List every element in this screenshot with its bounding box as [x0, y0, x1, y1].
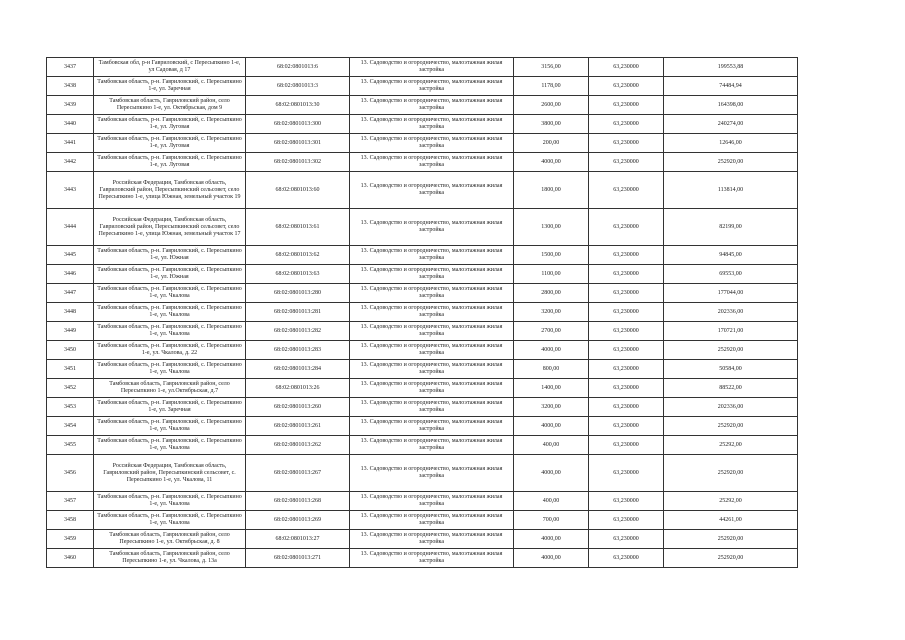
row-number: 3448: [47, 303, 94, 322]
table-row: [47, 77, 798, 96]
specific-value-cell: 63,230000: [589, 153, 664, 172]
cadastral-number-cell: 68:02:0801013:300: [246, 115, 350, 134]
cadastral-number-cell: 68:02:0801013:284: [246, 360, 350, 379]
table-row: [47, 379, 798, 398]
address-cell: Тамбовская область, р-н. Гавриловский, с. Пересыпкино 1-е, ул. Чкалова: [94, 511, 246, 530]
cadastral-number-cell: 68:02:0801013:260: [246, 398, 350, 417]
cadastral-value-cell: 74484,94: [664, 77, 798, 96]
area-cell: 2600,00: [514, 96, 589, 115]
permitted-use-cell: 13. Садоводство и огородничество, малоэтажная жилая застройка: [350, 265, 514, 284]
permitted-use-cell: 13. Садоводство и огородничество, малоэтажная жилая застройка: [350, 134, 514, 153]
cadastral-number-cell: 68:02:0801013:3: [246, 77, 350, 96]
cadastral-value-cell: 199553,88: [664, 58, 798, 77]
address-cell: Российская Федерация, Тамбовская область, Гавриловский район, Пересыпкинский сельсовет, село Пересыпкино 1-е, улица Южная, земельный участок 19: [94, 172, 246, 209]
address-cell: Тамбовская область, р-н. Гавриловский, с. Пересыпкино 1-е, ул. Заречная: [94, 77, 246, 96]
table-row: [47, 284, 798, 303]
cadastral-number-cell: 68:02:0801013:262: [246, 436, 350, 455]
cadastral-value-cell: 113814,00: [664, 172, 798, 209]
specific-value-cell: 63,230000: [589, 96, 664, 115]
specific-value-cell: 63,230000: [589, 265, 664, 284]
row-number: 3458: [47, 511, 94, 530]
table-row: [47, 492, 798, 511]
row-number: 3456: [47, 455, 94, 492]
address-cell: Тамбовская область, р-н. Гавриловский, с. Пересыпкино 1-е, ул. Чкалова: [94, 436, 246, 455]
cadastral-value-cell: 82199,00: [664, 209, 798, 246]
row-number: 3439: [47, 96, 94, 115]
area-cell: 2700,00: [514, 322, 589, 341]
table-row: [47, 360, 798, 379]
specific-value-cell: 63,230000: [589, 115, 664, 134]
table-row: [47, 341, 798, 360]
row-number: 3446: [47, 265, 94, 284]
permitted-use-cell: 13. Садоводство и огородничество, малоэтажная жилая застройка: [350, 511, 514, 530]
area-cell: 1178,00: [514, 77, 589, 96]
address-cell: Тамбовская область, Гавриловский район, село Пересыпкино 1-е, ул. Октябрьская, д. 8: [94, 530, 246, 549]
cadastral-number-cell: 68:02:0801013:60: [246, 172, 350, 209]
permitted-use-cell: 13. Садоводство и огородничество, малоэтажная жилая застройка: [350, 77, 514, 96]
address-cell: Тамбовская область, р-н. Гавриловский, с. Пересыпкино 1-е, ул. Заречная: [94, 398, 246, 417]
address-cell: Тамбовская область, р-н. Гавриловский, с. Пересыпкино 1-е, ул. Чкалова: [94, 303, 246, 322]
row-number: 3442: [47, 153, 94, 172]
specific-value-cell: 63,230000: [589, 58, 664, 77]
table-row: [47, 398, 798, 417]
cadastral-value-cell: 12646,00: [664, 134, 798, 153]
table-row: [47, 153, 798, 172]
table-row: [47, 172, 798, 209]
land-plots-table: [46, 57, 798, 568]
specific-value-cell: 63,230000: [589, 172, 664, 209]
area-cell: 800,00: [514, 360, 589, 379]
specific-value-cell: 63,230000: [589, 360, 664, 379]
area-cell: 1100,00: [514, 265, 589, 284]
cadastral-value-cell: 88522,00: [664, 379, 798, 398]
specific-value-cell: 63,230000: [589, 455, 664, 492]
specific-value-cell: 63,230000: [589, 303, 664, 322]
specific-value-cell: 63,230000: [589, 341, 664, 360]
address-cell: Тамбовская область, р-н. Гавриловский, с. Пересыпкино 1-е, ул. Чкалова: [94, 284, 246, 303]
cadastral-value-cell: 252920,00: [664, 549, 798, 568]
cadastral-number-cell: 68:02:0801013:282: [246, 322, 350, 341]
area-cell: 3800,00: [514, 115, 589, 134]
cadastral-number-cell: 68:02:0801013:271: [246, 549, 350, 568]
address-cell: Российская Федерация, Тамбовская область, Гавриловский район, Пересыпкинский сельсовет, село Пересыпкино 1-е, улица Южная, земельный участок 17: [94, 209, 246, 246]
specific-value-cell: 63,230000: [589, 436, 664, 455]
address-cell: Российская Федерация, Тамбовская область, Гавриловский район, Пересыпкинский сельсовет, с. Пересыпкино 1-е, ул. Чкалова, 11: [94, 455, 246, 492]
specific-value-cell: 63,230000: [589, 549, 664, 568]
cadastral-number-cell: 68:02:0801013:267: [246, 455, 350, 492]
row-number: 3438: [47, 77, 94, 96]
permitted-use-cell: 13. Садоводство и огородничество, малоэтажная жилая застройка: [350, 455, 514, 492]
cadastral-value-cell: 252920,00: [664, 341, 798, 360]
area-cell: 4000,00: [514, 549, 589, 568]
cadastral-value-cell: 50584,00: [664, 360, 798, 379]
address-cell: Тамбовская область, р-н. Гавриловский, с. Пересыпкино 1-е, ул. Луговая: [94, 153, 246, 172]
cadastral-number-cell: 68:02:0801013:6: [246, 58, 350, 77]
cadastral-number-cell: 68:02:0801013:281: [246, 303, 350, 322]
row-number: 3460: [47, 549, 94, 568]
cadastral-number-cell: 68:02:0801013:301: [246, 134, 350, 153]
cadastral-number-cell: 68:02:0801013:27: [246, 530, 350, 549]
cadastral-value-cell: 252920,00: [664, 153, 798, 172]
row-number: 3453: [47, 398, 94, 417]
table-row: [47, 209, 798, 246]
permitted-use-cell: 13. Садоводство и огородничество, малоэтажная жилая застройка: [350, 115, 514, 134]
address-cell: Тамбовская область, Гавриловский район, село Пересыпкино 1-е, ул. Чкалова, д. 13а: [94, 549, 246, 568]
cadastral-value-cell: 94845,00: [664, 246, 798, 265]
permitted-use-cell: 13. Садоводство и огородничество, малоэтажная жилая застройка: [350, 58, 514, 77]
row-number: 3457: [47, 492, 94, 511]
permitted-use-cell: 13. Садоводство и огородничество, малоэтажная жилая застройка: [350, 436, 514, 455]
permitted-use-cell: 13. Садоводство и огородничество, малоэтажная жилая застройка: [350, 341, 514, 360]
address-cell: Тамбовская область, р-н. Гавриловский, с. Пересыпкино 1-е, ул. Чкалова: [94, 360, 246, 379]
permitted-use-cell: 13. Садоводство и огородничество, малоэтажная жилая застройка: [350, 360, 514, 379]
specific-value-cell: 63,230000: [589, 246, 664, 265]
area-cell: 1400,00: [514, 379, 589, 398]
table-row: [47, 549, 798, 568]
area-cell: 4000,00: [514, 417, 589, 436]
cadastral-value-cell: 164398,00: [664, 96, 798, 115]
cadastral-number-cell: 68:02:0801013:268: [246, 492, 350, 511]
permitted-use-cell: 13. Садоводство и огородничество, малоэтажная жилая застройка: [350, 303, 514, 322]
address-cell: Тамбовская область, р-н. Гавриловский, с. Пересыпкино 1-е, ул. Южная: [94, 246, 246, 265]
area-cell: 1800,00: [514, 172, 589, 209]
address-cell: Тамбовская область, р-н. Гавриловский, с. Пересыпкино 1-е, ул. Чкалова: [94, 492, 246, 511]
cadastral-number-cell: 68:02:0801013:261: [246, 417, 350, 436]
permitted-use-cell: 13. Садоводство и огородничество, малоэтажная жилая застройка: [350, 246, 514, 265]
cadastral-value-cell: 252920,00: [664, 455, 798, 492]
address-cell: Тамбовская область, р-н. Гавриловский, с. Пересыпкино 1-е, ул. Луговая: [94, 115, 246, 134]
permitted-use-cell: 13. Садоводство и огородничество, малоэтажная жилая застройка: [350, 549, 514, 568]
address-cell: Тамбовская обл, р-н Гавриловский, с Пересыпкино 1-е, ул Садовая, д 17: [94, 58, 246, 77]
area-cell: 1500,00: [514, 246, 589, 265]
permitted-use-cell: 13. Садоводство и огородничество, малоэтажная жилая застройка: [350, 379, 514, 398]
table-row: [47, 96, 798, 115]
row-number: 3441: [47, 134, 94, 153]
area-cell: 4000,00: [514, 530, 589, 549]
table-row: [47, 58, 798, 77]
row-number: 3444: [47, 209, 94, 246]
row-number: 3440: [47, 115, 94, 134]
cadastral-value-cell: 202336,00: [664, 303, 798, 322]
cadastral-number-cell: 68:02:0801013:26: [246, 379, 350, 398]
row-number: 3451: [47, 360, 94, 379]
area-cell: 400,00: [514, 492, 589, 511]
cadastral-number-cell: 68:02:0801013:269: [246, 511, 350, 530]
cadastral-value-cell: 252920,00: [664, 417, 798, 436]
cadastral-value-cell: 252920,00: [664, 530, 798, 549]
cadastral-number-cell: 68:02:0801013:30: [246, 96, 350, 115]
row-number: 3459: [47, 530, 94, 549]
cadastral-value-cell: 44261,00: [664, 511, 798, 530]
area-cell: 3200,00: [514, 398, 589, 417]
cadastral-number-cell: 68:02:0801013:280: [246, 284, 350, 303]
table-row: [47, 436, 798, 455]
permitted-use-cell: 13. Садоводство и огородничество, малоэтажная жилая застройка: [350, 398, 514, 417]
address-cell: Тамбовская область, р-н. Гавриловский, с. Пересыпкино 1-е, ул. Чкалова: [94, 417, 246, 436]
row-number: 3445: [47, 246, 94, 265]
address-cell: Тамбовская область, р-н. Гавриловский, с. Пересыпкино 1-е, ул. Южная: [94, 265, 246, 284]
permitted-use-cell: 13. Садоводство и огородничество, малоэтажная жилая застройка: [350, 417, 514, 436]
table-row: [47, 455, 798, 492]
cadastral-value-cell: 240274,00: [664, 115, 798, 134]
specific-value-cell: 63,230000: [589, 511, 664, 530]
area-cell: 3200,00: [514, 303, 589, 322]
table-row: [47, 246, 798, 265]
table-body: [47, 58, 798, 568]
cadastral-value-cell: 177044,00: [664, 284, 798, 303]
cadastral-number-cell: 68:02:0801013:302: [246, 153, 350, 172]
address-cell: Тамбовская область, Гавриловский район, село Пересыпкино 1-е, ул.Октябрьская, д.7: [94, 379, 246, 398]
row-number: 3454: [47, 417, 94, 436]
area-cell: 400,00: [514, 436, 589, 455]
row-number: 3455: [47, 436, 94, 455]
permitted-use-cell: 13. Садоводство и огородничество, малоэтажная жилая застройка: [350, 209, 514, 246]
specific-value-cell: 63,230000: [589, 134, 664, 153]
address-cell: Тамбовская область, р-н. Гавриловский, с. Пересыпкино 1-е, ул. Луговая: [94, 134, 246, 153]
specific-value-cell: 63,230000: [589, 379, 664, 398]
area-cell: 2800,00: [514, 284, 589, 303]
address-cell: Тамбовская область, р-н. Гавриловский, с. Пересыпкино 1-е, ул. Чкалова: [94, 322, 246, 341]
address-cell: Тамбовская область, Гавриловский район, село Пересыпкино 1-е, ул. Октябрьская, дом 9: [94, 96, 246, 115]
permitted-use-cell: 13. Садоводство и огородничество, малоэтажная жилая застройка: [350, 322, 514, 341]
cadastral-value-cell: 170721,00: [664, 322, 798, 341]
cadastral-value-cell: 202336,00: [664, 398, 798, 417]
table-row: [47, 303, 798, 322]
row-number: 3450: [47, 341, 94, 360]
table-row: [47, 530, 798, 549]
area-cell: 1300,00: [514, 209, 589, 246]
row-number: 3437: [47, 58, 94, 77]
row-number: 3449: [47, 322, 94, 341]
table-row: [47, 322, 798, 341]
table-row: [47, 511, 798, 530]
row-number: 3447: [47, 284, 94, 303]
permitted-use-cell: 13. Садоводство и огородничество, малоэтажная жилая застройка: [350, 530, 514, 549]
specific-value-cell: 63,230000: [589, 530, 664, 549]
area-cell: 200,00: [514, 134, 589, 153]
area-cell: 700,00: [514, 511, 589, 530]
row-number: 3452: [47, 379, 94, 398]
table-row: [47, 265, 798, 284]
table-row: [47, 417, 798, 436]
permitted-use-cell: 13. Садоводство и огородничество, малоэтажная жилая застройка: [350, 284, 514, 303]
area-cell: 4000,00: [514, 455, 589, 492]
cadastral-value-cell: 25292,00: [664, 436, 798, 455]
table-row: [47, 134, 798, 153]
area-cell: 4000,00: [514, 153, 589, 172]
specific-value-cell: 63,230000: [589, 492, 664, 511]
row-number: 3443: [47, 172, 94, 209]
specific-value-cell: 63,230000: [589, 284, 664, 303]
permitted-use-cell: 13. Садоводство и огородничество, малоэтажная жилая застройка: [350, 153, 514, 172]
permitted-use-cell: 13. Садоводство и огородничество, малоэтажная жилая застройка: [350, 172, 514, 209]
specific-value-cell: 63,230000: [589, 209, 664, 246]
area-cell: 3156,00: [514, 58, 589, 77]
permitted-use-cell: 13. Садоводство и огородничество, малоэтажная жилая застройка: [350, 492, 514, 511]
area-cell: 4000,00: [514, 341, 589, 360]
address-cell: Тамбовская область, р-н. Гавриловский, с. Пересыпкино 1-е, ул. Чкалова, д. 22: [94, 341, 246, 360]
cadastral-number-cell: 68:02:0801013:283: [246, 341, 350, 360]
cadastral-number-cell: 68:02:0801013:62: [246, 246, 350, 265]
cadastral-number-cell: 68:02:0801013:61: [246, 209, 350, 246]
document-page: [46, 57, 797, 568]
specific-value-cell: 63,230000: [589, 417, 664, 436]
cadastral-value-cell: 69553,00: [664, 265, 798, 284]
cadastral-number-cell: 68:02:0801013:63: [246, 265, 350, 284]
cadastral-value-cell: 25292,00: [664, 492, 798, 511]
specific-value-cell: 63,230000: [589, 77, 664, 96]
table-row: [47, 115, 798, 134]
permitted-use-cell: 13. Садоводство и огородничество, малоэтажная жилая застройка: [350, 96, 514, 115]
specific-value-cell: 63,230000: [589, 322, 664, 341]
specific-value-cell: 63,230000: [589, 398, 664, 417]
